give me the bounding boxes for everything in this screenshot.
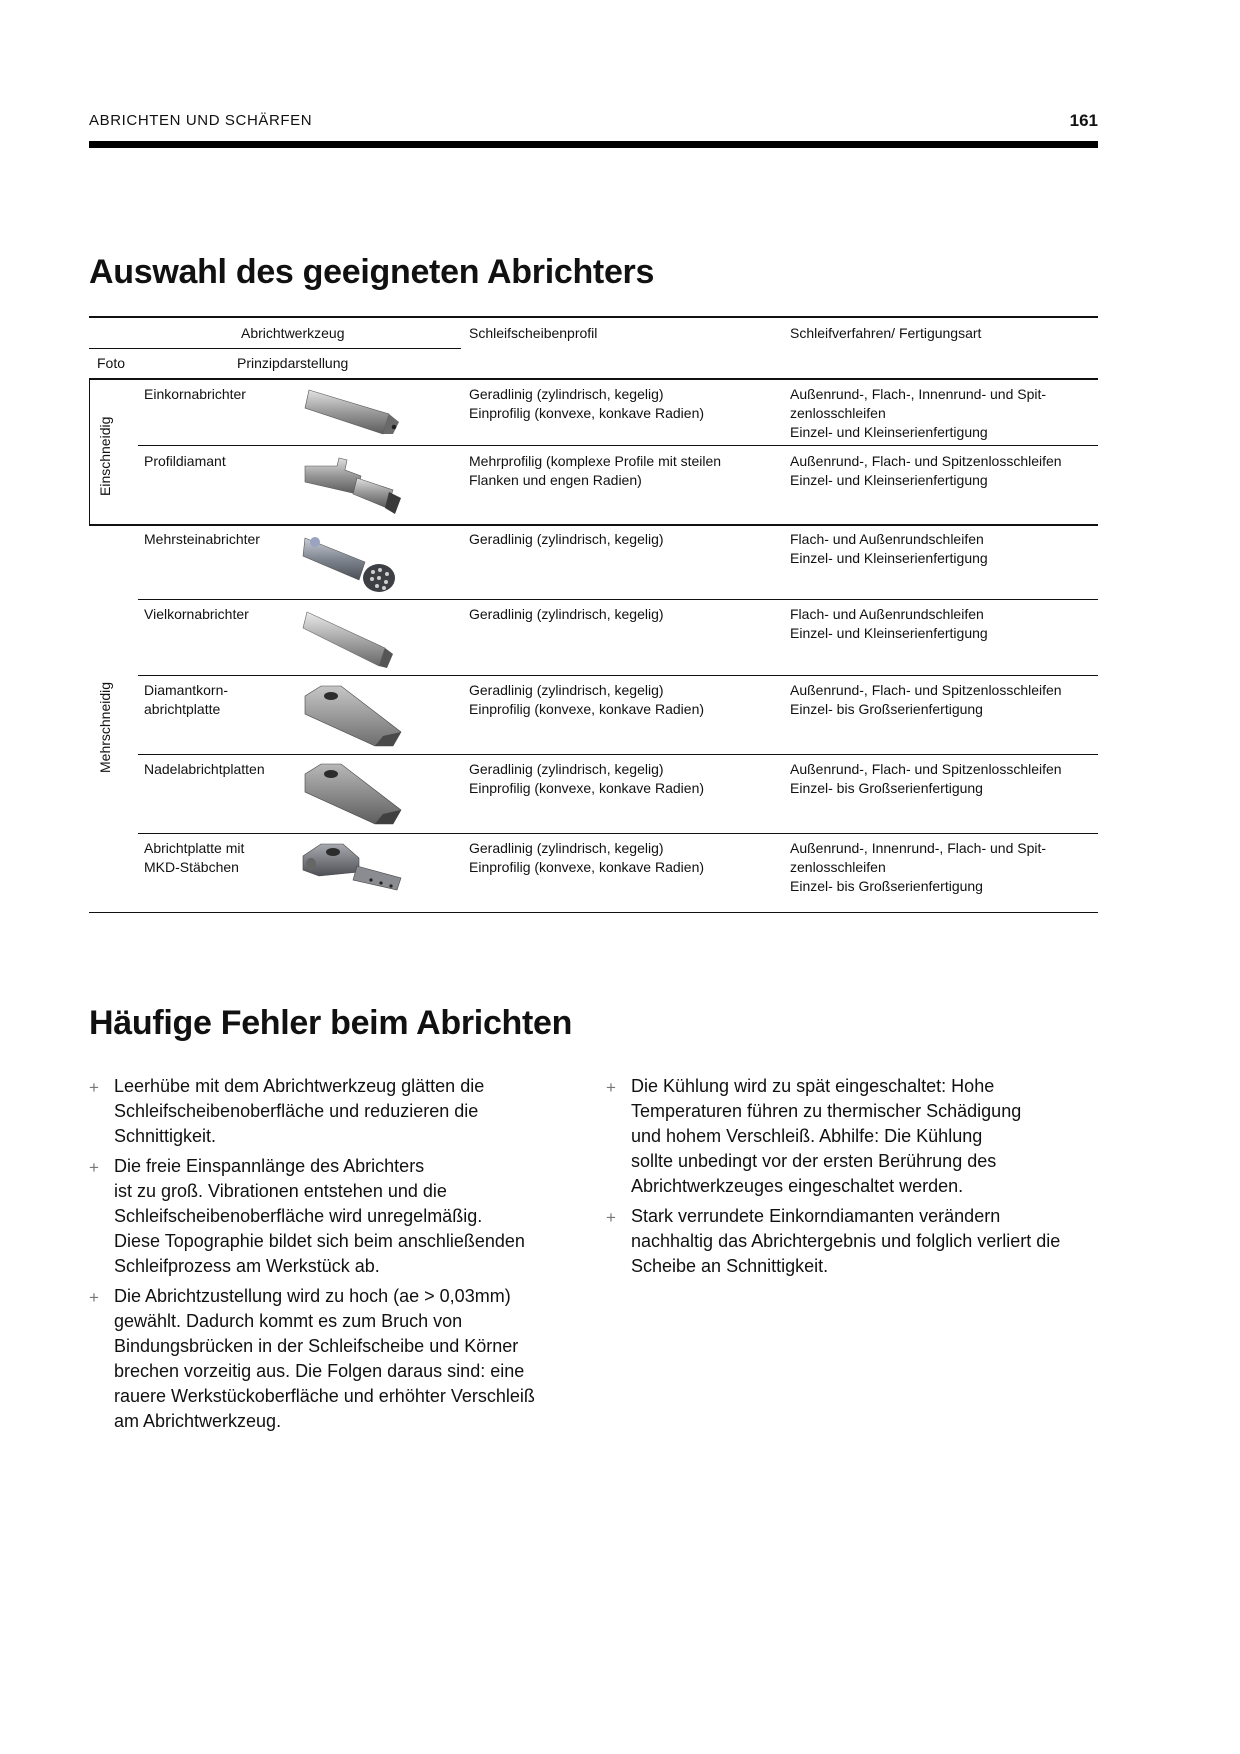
row-process: Außenrund-, Flach-, Innenrund- und Spit- zenlosschleifen Einzel- und Kleinserienfertigung [790,386,1047,440]
list-item-text: Stark verrundete Einkorndiamanten verändern nachhaltig das Abrichtergebnis und folglich verliert die Scheibe an Schnittigkeit. [631,1206,1061,1276]
table-bottom-rule [89,912,1098,913]
row-profile: Geradlinig (zylindrisch, kegelig) Einprofilig (konvexe, konkave Radien) [469,386,705,421]
running-header-section: ABRICHTEN UND SCHÄRFEN [89,112,313,129]
col-header-process: Schleifverfahren/ Fertigungsart [790,325,982,341]
row-separator [138,445,1098,446]
single-grain-dresser-photo [301,382,411,452]
row-process: Außenrund-, Innenrund-, Flach- und Spit- zenlosschleifen Einzel- bis Großserienfertigung [790,840,1047,894]
row-tool-name: Diamantkorn- abrichtplatte [144,682,229,717]
col-header-principle: Prinzipdarstellung [237,355,349,371]
row-tool-name: Mehrsteinabrichter [144,531,260,547]
row-profile: Geradlinig (zylindrisch, kegelig) [469,606,664,622]
row-process: Außenrund-, Flach- und Spitzenlosschleifen Einzel- und Kleinserienfertigung [790,453,1062,488]
row-process: Außenrund-, Flach- und Spitzenlosschleifen Einzel- bis Großserienfertigung [790,761,1062,796]
row-profile: Geradlinig (zylindrisch, kegelig) [469,531,664,547]
multi-grain-dresser-photo [301,604,411,674]
col-header-tool: Abrichtwerkzeug [241,325,345,341]
table-header-bottom-rule [89,378,1098,380]
list-item [89,1154,569,1279]
diamond-grain-plate-photo [301,680,411,750]
list-item-text: Die Abrichtzustellung wird zu hoch (ae > 0,03mm) gewählt. Dadurch kommt es zum Bruch von Bindungsbrücken in der Schleifscheibe und Körner brechen vorzeitig aus. Die Folgen daraus sind: eine rauere Werkstückoberfläche und erhöhter Verschleiß am Abrichtwerkzeug. [114,1286,535,1431]
row-tool-name: Einkornabrichter [144,386,246,402]
list-item-text: Die freie Einspannlänge des Abrichters ist zu groß. Vibrationen entstehen und die Schleifscheibenoberfläche wird unregelmäßig. Diese Topographie bildet sich beim anschließenden Schleifprozess am Werkstück ab. [114,1156,525,1276]
row-separator [138,754,1098,755]
row-profile: Geradlinig (zylindrisch, kegelig) Einprofilig (konvexe, konkave Radien) [469,761,705,796]
needle-dresser-plate-photo [301,758,411,828]
plus-icon: + [606,1208,616,1227]
dresser-selection-table [89,316,1098,916]
row-tool-name: Profildiamant [144,453,226,469]
row-process: Außenrund-, Flach- und Spitzenlosschleifen Einzel- bis Großserienfertigung [790,682,1062,717]
plus-icon: + [89,1078,99,1097]
section-title-selection: Auswahl des geeigneten Abrichters [89,253,655,291]
list-item [89,1074,569,1149]
list-item [606,1204,1086,1279]
header-rule [89,141,1098,148]
error-list-left [89,1074,569,1439]
table-top-rule [89,316,1098,318]
list-item-text: Die Kühlung wird zu spät eingeschaltet: Hohe Temperaturen führen zu thermischer Schädigung und hohem Verschleiß. Abhilfe: Die Kühlung sollte unbedingt vor der ersten Berührung des Abrichtwerkzeuges eingeschaltet werden. [631,1076,1022,1196]
plus-icon: + [89,1158,99,1177]
row-tool-name: Abrichtplatte mit MKD-Stäbchen [144,840,245,875]
group-bracket-single [89,379,90,524]
list-item-text: Leerhübe mit dem Abrichtwerkzeug glätten die Schleifscheibenoberfläche und reduzieren die Schnittigkeit. [114,1076,485,1146]
list-item [606,1074,1086,1199]
profile-diamond-photo [301,450,411,520]
group-label-multi: Mehrschneidig [97,681,113,773]
group-label-single: Einschneidig [97,416,113,496]
row-tool-name: Nadelabrichtplatten [144,761,265,777]
list-item [89,1284,569,1434]
error-list-right [606,1074,1086,1284]
row-separator [138,599,1098,600]
group-separator [89,524,1098,526]
page-number: 161 [1069,111,1098,130]
col-header-profile: Schleifscheibenprofil [469,325,598,341]
row-profile: Mehrprofilig (komplexe Profile mit steilen Flanken und engen Radien) [469,453,722,488]
section-title-errors: Häufige Fehler beim Abrichten [89,1004,573,1042]
row-process: Flach- und Außenrundschleifen Einzel- und Kleinserienfertigung [790,531,988,566]
row-profile: Geradlinig (zylindrisch, kegelig) Einprofilig (konvexe, konkave Radien) [469,840,705,875]
mcd-stick-plate-photo [301,836,411,906]
plus-icon: + [89,1288,99,1307]
col-header-photo: Foto [97,355,126,371]
row-tool-name: Vielkornabrichter [144,606,249,622]
row-process: Flach- und Außenrundschleifen Einzel- und Kleinserienfertigung [790,606,988,641]
row-profile: Geradlinig (zylindrisch, kegelig) Einprofilig (konvexe, konkave Radien) [469,682,705,717]
row-separator [138,675,1098,676]
row-separator [138,833,1098,834]
multi-stone-dresser-photo [301,528,411,598]
table-subheader-rule [89,348,461,349]
plus-icon: + [606,1078,616,1097]
